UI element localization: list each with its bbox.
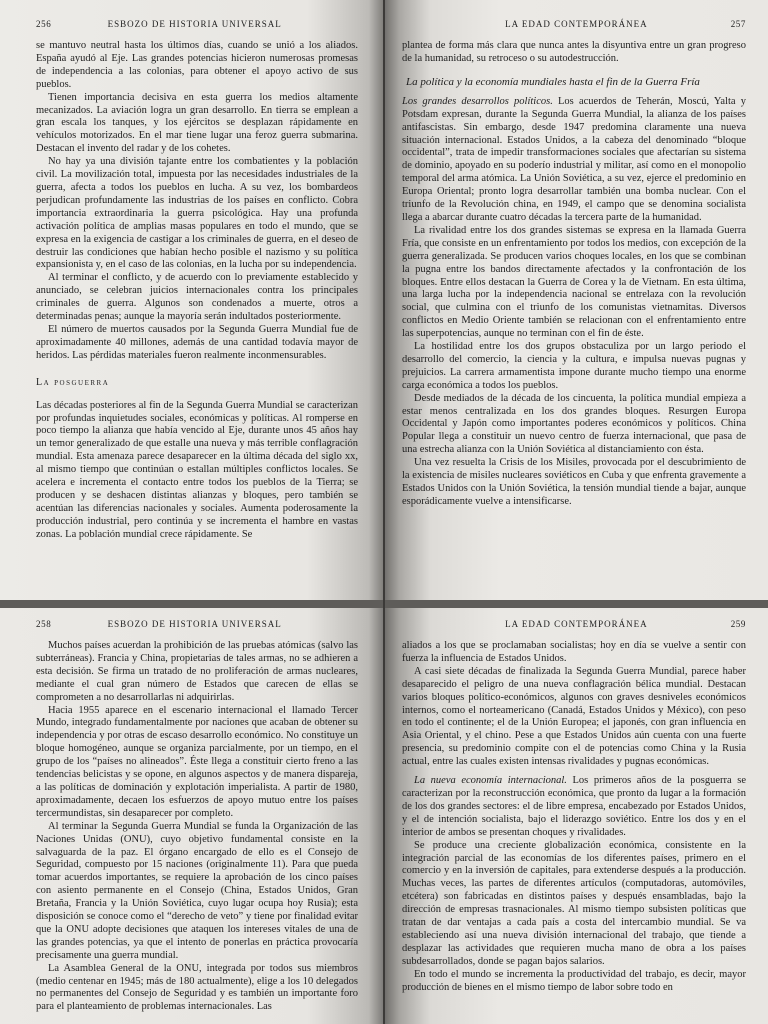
page-number: 258 (36, 619, 52, 629)
paragraph: Hacia 1955 aparece en el escenario internacional el llamado Tercer Mundo, integrado fundamentalmente por naciones que acaban de obtener su independencia y por otras de escaso desarrollo económico. No constituye un bloque homogéneo, aunque se organiza parcialmente, por un tiempo, en el grupo de los “países no alineados”. Éste llega a constituir cierto freno a las tendencias belicistas y se opone, en algunos aspectos y de manera dispareja, a las políticas de dominación y explotación imperialista. A partir de 1980, aproximadamente, decaen los esfuerzos de apoyo mutuo entre los países tercermundistas, sin desaparecer por completo. (36, 704, 358, 819)
paragraph: En todo el mundo se incrementa la productividad del trabajo, es decir, mayor producción de bienes en el mismo tiempo de labor sobre todo en (402, 968, 746, 993)
paragraph (402, 775, 746, 840)
paragraph: A casi siete décadas de finalizada la Segunda Guerra Mundial, parece haber desaparecido el peligro de una nueva conflagración bélica mundial. Destacan varios bloques político-económicos, algunos con graves desniveles económicos internos, como el norteamericano (Canadá, Estados Unidos y México), con peso en todo el continente; el de la Unión Europea; el japonés, con gran influencia en Asia Oriental, y el chino. Pese a que Estados Unidos aún cuenta con una fuerte presencia, su predominio compite con el de potencias como China y la Rusia actual, entre las cuales existen intensas rivalidades y pugnas económicas. (402, 665, 746, 768)
running-header (36, 618, 358, 630)
paragraph: No hay ya una división tajante entre los combatientes y la población civil. La movilización total, impuesta por las necesidades industriales de la guerra, afecta a todos los pueblos en lucha. A su vez, los bombardeos perjudican profundamente las industrias de los países en conflicto. Cobra importancia extraordinaria la guerra psicológica. Hay una profunda activación política de amplias masas populares en todo el mundo, que se expresa en la exigencia de castigar a los criminales de guerra, en el deseo de destruir las condiciones que habían hecho posible el nazismo y su política expansionista y, en el caso de las colonias, en la lucha por su independencia. (36, 156, 358, 271)
paragraph: Desde mediados de la década de los cincuenta, la política mundial empieza a estar menos centralizada en los dos grandes bloques. Resurgen Europa Occidental y Japón como importantes poderes económicos y políticos. China Popular llega a constituir un nuevo centro de fuerza internacional, que pasa de una estrecha alianza con la Unión Soviética al distanciamiento con ésta. (402, 392, 746, 456)
page-body (36, 40, 358, 542)
paragraph-text: Los acuerdos de Teherán, Moscú, Yalta y Potsdam expresan, durante la Segunda Guerra Mundial, la alianza de los países antifascistas. Sin embargo, desde 1947 predomina claramente una nueva situación internacional. Estados Unidos, a la cabeza del denominado “bloque occidental”, trata de impedir transformaciones sociales que afectarían su sistema de dominio, apoyado en su poderío industrial y militar, así como en el monopolio temporal del arma atómica. La Unión Soviética, a su vez, ejerce el predominio en Europa Oriental; pronto logra desarrollar también una bomba nuclear. Con el triunfo de la Revolución china, en 1949, el campo que se denomina socialista llega a abarcar durante cuatro décadas la tercera parte de la humanidad. (402, 95, 746, 223)
paragraph-lead-in: La nueva economía internacional. (414, 775, 567, 787)
page-body (402, 640, 746, 994)
paragraph: Al terminar el conflicto, y de acuerdo con lo previamente establecido y anunciado, se celebran juicios internacionales contra los principales criminales de guerra. Algunos son condenados a muerte, otros a determinadas penas; aunque la mayoría serán indultados posteriormente. (36, 272, 358, 323)
running-title: ESBOZO DE HISTORIA UNIVERSAL (107, 619, 282, 629)
paragraph: Muchos países acuerdan la prohibición de las pruebas atómicas (salvo las subterráneas). Francia y China, propietarias de tales armas, no se adhieren a esta decisión. Se firma un tratado de no proliferación de armas nucleares, mediante el cual gran número de Estados que carecen de ellas se comprometen a no desarrollarlas ni adquirirlas. (36, 640, 358, 703)
running-title: ESBOZO DE HISTORIA UNIVERSAL (107, 19, 282, 29)
paragraph: La Asamblea General de la ONU, integrada por todos sus miembros (medio centenar en 1945; más de 180 actualmente), elige a los 10 delegados no permanentes del Consejo de Seguridad y es también un importante foro para el planteamiento de problemas internacionales. Las (36, 962, 358, 1013)
page-body (36, 640, 358, 1014)
page-257 (384, 0, 768, 600)
running-header (402, 618, 746, 630)
paragraph-lead-in: Los grandes desarrollos políticos. (402, 95, 553, 107)
page-258 (0, 608, 384, 1024)
running-title: LA EDAD CONTEMPORÁNEA (505, 19, 648, 29)
paragraph: El número de muertos causados por la Segunda Guerra Mundial fue de aproximadamente 40 millones, además de una cantidad todavía mayor de heridos. Las pérdidas materiales fueron realmente inconmensurables. (36, 323, 358, 361)
page-259 (384, 608, 768, 1024)
subheading: La política y la economía mundiales hasta el fin de la Guerra Fría (406, 75, 700, 88)
paragraph: aliados a los que se proclamaban socialistas; hoy en día se vuelve a sentir con fuerza la influencia de Estados Unidos. (402, 640, 746, 664)
running-header (402, 18, 746, 30)
paragraph: La hostilidad entre los dos grupos obstaculiza por un largo periodo el desarrollo del comercio, la ciencia y la cultura, e impulsa nuevas pugnas y prejuicios. La carrera armamentista impone durante mucho tiempo una enorme carga económica a todos los pueblos. (402, 341, 746, 391)
paragraph: plantea de forma más clara que nunca antes la disyuntiva entre un gran progreso de la humanidad, su retroceso o su autodestrucción. (402, 40, 746, 64)
paragraph: se mantuvo neutral hasta los últimos días, cuando se unió a los aliados. España ayudó al Eje. Las grandes potencias hicieron numerosas promesas de independencia a las colonias, para obtener el apoyo activo de sus pueblos. (36, 40, 358, 90)
page-number: 256 (36, 19, 52, 29)
paragraph: Las décadas posteriores al fin de la Segunda Guerra Mundial se caracterizan por profundas inquietudes sociales, económicas y políticas. Al romperse en poco tiempo la alianza que había vencido al Eje, durante unos 45 años hay un temor generalizado de que estalle una nueva y más terrible conflagración mundial. Esta amenaza parece desaparecer en la última década del siglo xx, al mismo tiempo que continúan o estallan múltiples conflictos locales. Se acelera e incrementa el contacto entre todos los pueblos de la Tierra; se producen y se deshacen distintas alianzas y bloques, pero también se acentúan las diferencias nacionales y sociales. Aumenta poderosamente la producción industrial, pero continúa y se incrementa el hambre en vastas zonas. La población mundial crece rápidamente. Se (36, 399, 358, 540)
section-heading: La posguerra (36, 376, 110, 388)
paragraph: Al terminar la Segunda Guerra Mundial se funda la Organización de las Naciones Unidas (ONU), cuyo objetivo fundamental consiste en la salvaguarda de la paz. El órgano encargado de ello es el Consejo de Seguridad, compuesto por 15 naciones (originalmente 11). Para que pueda tomar acuerdos importantes, se requiere la aprobación de los cinco países con asiento permanente en el Consejo (China, Estados Unidos, Gran Bretaña, Francia y la Unión Soviética, cuyo lugar ocupa hoy Rusia); esta disposición se conoce como el “derecho de veto” y tiene por finalidad evitar que la ONU adopte decisiones que ataquen los intereses vitales de una de las grandes potencias, ya que el intento de ponerlas en práctica provocaría precisamente una guerra mundial. (36, 820, 358, 961)
paragraph: Una vez resuelta la Crisis de los Misiles, provocada por el descubrimiento de la existencia de misiles nucleares soviéticos en Cuba y que enfrenta gravemente a Estados Unidos con la Unión Soviética, la tensión mundial tiende a bajar, aunque esporádicamente vuelve a intensificarse. (402, 457, 746, 507)
page-number: 259 (730, 619, 746, 629)
page-number: 257 (730, 19, 746, 29)
running-header (36, 18, 358, 30)
page-body (402, 40, 746, 509)
book-spine (383, 0, 385, 1024)
paragraph: Se produce una creciente globalización económica, consistente en la integración parcial de las economías de los diferentes países, primero en el comercio y en la inversión de capitales, para extenderse después a la producción. Muchas veces, las partes de diferentes artículos (computadoras, automóviles, etcétera) son fabricadas en distintos países y después ensambladas, bajo la dirección de empresas trasnacionales. Al mismo tiempo subsisten políticas que tratan de dar ventajas a cada país a costa del intercambio mundial. Se va estableciendo así una nueva división internacional del trabajo, que tiende a desplazar las actividades que requieren mucha mano de obra a los países subdesarrollados, donde se pagan bajos salarios. (402, 839, 746, 967)
page-256 (0, 0, 384, 600)
paragraph (402, 96, 746, 225)
paragraph: Tienen importancia decisiva en esta guerra los medios altamente mecanizados. La aviación logra un gran desarrollo. En tierra se emplean a gran escala los tanques, y los ejércitos se desplazan rápidamente en vehículos motorizados. En el mar tiene lugar una feroz guerra submarina. Destacan el invento del radar y de los cohetes. (36, 91, 358, 155)
paragraph-text: Los primeros años de la posguerra se caracterizan por la reconstrucción económica, que pronto da lugar a la formación de los dos grandes sectores: el de libre empresa, encabezado por Estados Unidos, y el de intención socialista, bajo el liderazgo soviético. Entre los dos y en el interior de ambos se presentan choques y rivalidades. (402, 775, 746, 838)
running-title: LA EDAD CONTEMPORÁNEA (505, 619, 648, 629)
paragraph: La rivalidad entre los dos grandes sistemas se expresa en la llamada Guerra Fría, que consiste en un enfrentamiento por todos los medios, con excepción de la guerra generalizada. Se producen varios choques locales, en los que se combinan la pugna entre los bandos directamente afectados y la confrontación de los bloques. Entre ellos destacan la Guerra de Corea y la de Vietnam. En esta última, una larga lucha por la independencia nacional se entrelaza con la revolución social, que culmina con el triunfo de los comunistas vietnamitas. Diversos conflictos en Medio Oriente también se relacionan con el enfrentamiento entre las superpotencias, aunque no terminan con el fin de éste. (402, 224, 746, 340)
